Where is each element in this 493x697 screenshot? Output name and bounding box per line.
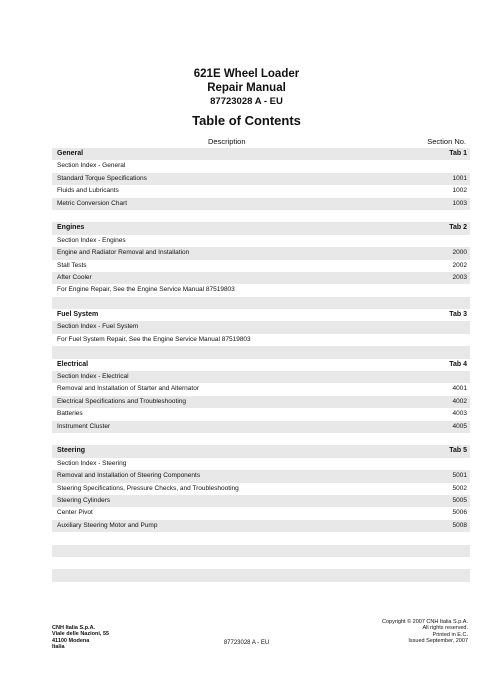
toc-item-label: Section Index - Fuel System <box>57 323 139 331</box>
toc-heading: Table of Contents <box>192 113 301 128</box>
toc-blank-row <box>52 557 470 569</box>
toc-item-row <box>52 321 470 333</box>
toc-section-number: 1002 <box>452 187 467 195</box>
copyright-line: Printed in E.C. <box>432 631 468 638</box>
toc-tab-number: Tab 3 <box>449 311 467 319</box>
toc-section-title: Steering <box>57 447 86 455</box>
toc-item-label: Section Index - Engines <box>57 236 126 244</box>
toc-section-number: 2000 <box>452 249 467 257</box>
toc-section-number: 2002 <box>452 261 467 269</box>
toc-section-title: Engines <box>57 224 85 232</box>
toc-item-row <box>52 235 470 247</box>
toc-blank-row <box>52 346 470 358</box>
toc-item-row <box>52 421 470 433</box>
toc-section-row <box>52 222 470 234</box>
toc-blank-row <box>52 297 470 309</box>
toc-item-label: After Cooler <box>57 273 92 281</box>
toc-section-number: 5008 <box>452 521 467 529</box>
manual-title: 621E Wheel Loader <box>193 68 300 80</box>
toc-section-number: 5006 <box>452 509 467 517</box>
copyright-line: Issued September, 2007 <box>408 637 468 644</box>
toc-item-row <box>52 408 470 420</box>
toc-section-number: 5002 <box>452 484 467 492</box>
toc-item-row <box>52 272 470 284</box>
toc-blank-row <box>52 569 470 581</box>
publisher-address-line: CNH Italia S.p.A. <box>52 625 96 631</box>
toc-item-row <box>52 198 470 210</box>
toc-item-row <box>52 520 470 532</box>
toc-item-label: Section Index - Steering <box>57 459 127 467</box>
toc-tab-number: Tab 5 <box>449 447 467 455</box>
copyright-line: Copyright © 2007 CNH Italia S.p.A. <box>382 619 468 625</box>
toc-item-label: Auxiliary Steering Motor and Pump <box>57 521 158 529</box>
copyright-block <box>382 619 468 644</box>
toc-item-label: Electrical Specifications and Troubleshooting <box>57 397 186 405</box>
toc-item-label: Engine and Radiator Removal and Installation <box>57 249 190 257</box>
toc-section-title: Electrical <box>57 360 89 368</box>
toc-table <box>52 148 470 582</box>
footer-part-number: 87723028 A - EU <box>223 640 270 646</box>
toc-section-number: 1001 <box>452 174 467 182</box>
toc-item-row <box>52 458 470 470</box>
toc-section-title: Fuel System <box>57 311 99 319</box>
toc-item-label: For Engine Repair, See the Engine Service Manual 87519803 <box>57 286 235 294</box>
toc-tab-number: Tab 2 <box>449 224 467 232</box>
toc-item-row <box>52 160 470 172</box>
manual-part-number: 87723028 A - EU <box>210 96 283 107</box>
toc-item-label: Fluids and Lubricants <box>57 187 119 195</box>
publisher-address-line: 41100 Modena <box>52 637 90 644</box>
toc-item-row <box>52 507 470 519</box>
toc-section-number: 5005 <box>452 496 467 504</box>
toc-item-label: Section Index - General <box>57 162 126 170</box>
toc-section-number: 1003 <box>452 199 467 207</box>
toc-item-row <box>52 371 470 383</box>
section-column-header: Section No. <box>427 137 466 146</box>
publisher-address-line: Viale delle Nazioni, 55 <box>52 631 110 638</box>
toc-tab-number: Tab 1 <box>449 150 467 157</box>
toc-item-row <box>52 260 470 272</box>
description-column-header: Description <box>208 137 246 146</box>
toc-item-label: Metric Conversion Chart <box>57 199 128 207</box>
toc-item-label: For Fuel System Repair, See the Engine Service Manual 87519803 <box>57 335 251 343</box>
toc-item-label: Instrument Cluster <box>57 422 111 430</box>
toc-blank-row <box>52 210 470 222</box>
toc-section-number: 4005 <box>452 422 467 430</box>
toc-item-label: Batteries <box>57 410 83 418</box>
toc-item-label: Removal and Installation of Starter and Alternator <box>57 385 199 393</box>
toc-item-row <box>52 470 470 482</box>
toc-section-number: 4001 <box>452 385 467 393</box>
toc-item-label: Steering Specifications, Pressure Checks, and Troubleshooting <box>57 484 239 492</box>
toc-section-number: 4002 <box>452 397 467 405</box>
toc-section-row <box>52 359 470 371</box>
toc-section-row <box>52 445 470 457</box>
toc-item-label: Stall Tests <box>57 261 87 269</box>
toc-item-label: Standard Torque Specifications <box>57 174 147 182</box>
toc-section-row <box>52 309 470 321</box>
toc-item-row <box>52 495 470 507</box>
toc-section-row <box>52 148 470 160</box>
toc-item-row <box>52 334 470 346</box>
toc-blank-row <box>52 545 470 557</box>
toc-item-row <box>52 247 470 259</box>
toc-section-number: 5001 <box>452 472 467 480</box>
toc-blank-row <box>52 433 470 445</box>
toc-item-label: Center Pivot <box>57 509 93 517</box>
toc-item-row <box>52 173 470 185</box>
toc-item-row <box>52 185 470 197</box>
toc-item-row <box>52 383 470 395</box>
publisher-address <box>52 625 109 650</box>
toc-section-number: 2003 <box>452 273 467 281</box>
publisher-address-line: Italia <box>52 643 65 650</box>
toc-item-label: Removal and Installation of Steering Components <box>57 472 201 480</box>
toc-item-label: Section Index - Electrical <box>57 373 129 381</box>
toc-item-row <box>52 396 470 408</box>
toc-item-row <box>52 483 470 495</box>
manual-subtitle: Repair Manual <box>207 82 286 94</box>
toc-item-label: Steering Cylinders <box>57 496 111 504</box>
toc-tab-number: Tab 4 <box>449 360 467 368</box>
toc-section-title: General <box>57 150 84 157</box>
toc-section-number: 4003 <box>452 410 467 418</box>
toc-item-row <box>52 284 470 296</box>
copyright-line: All rights reserved. <box>422 625 468 632</box>
toc-blank-row <box>52 532 470 544</box>
